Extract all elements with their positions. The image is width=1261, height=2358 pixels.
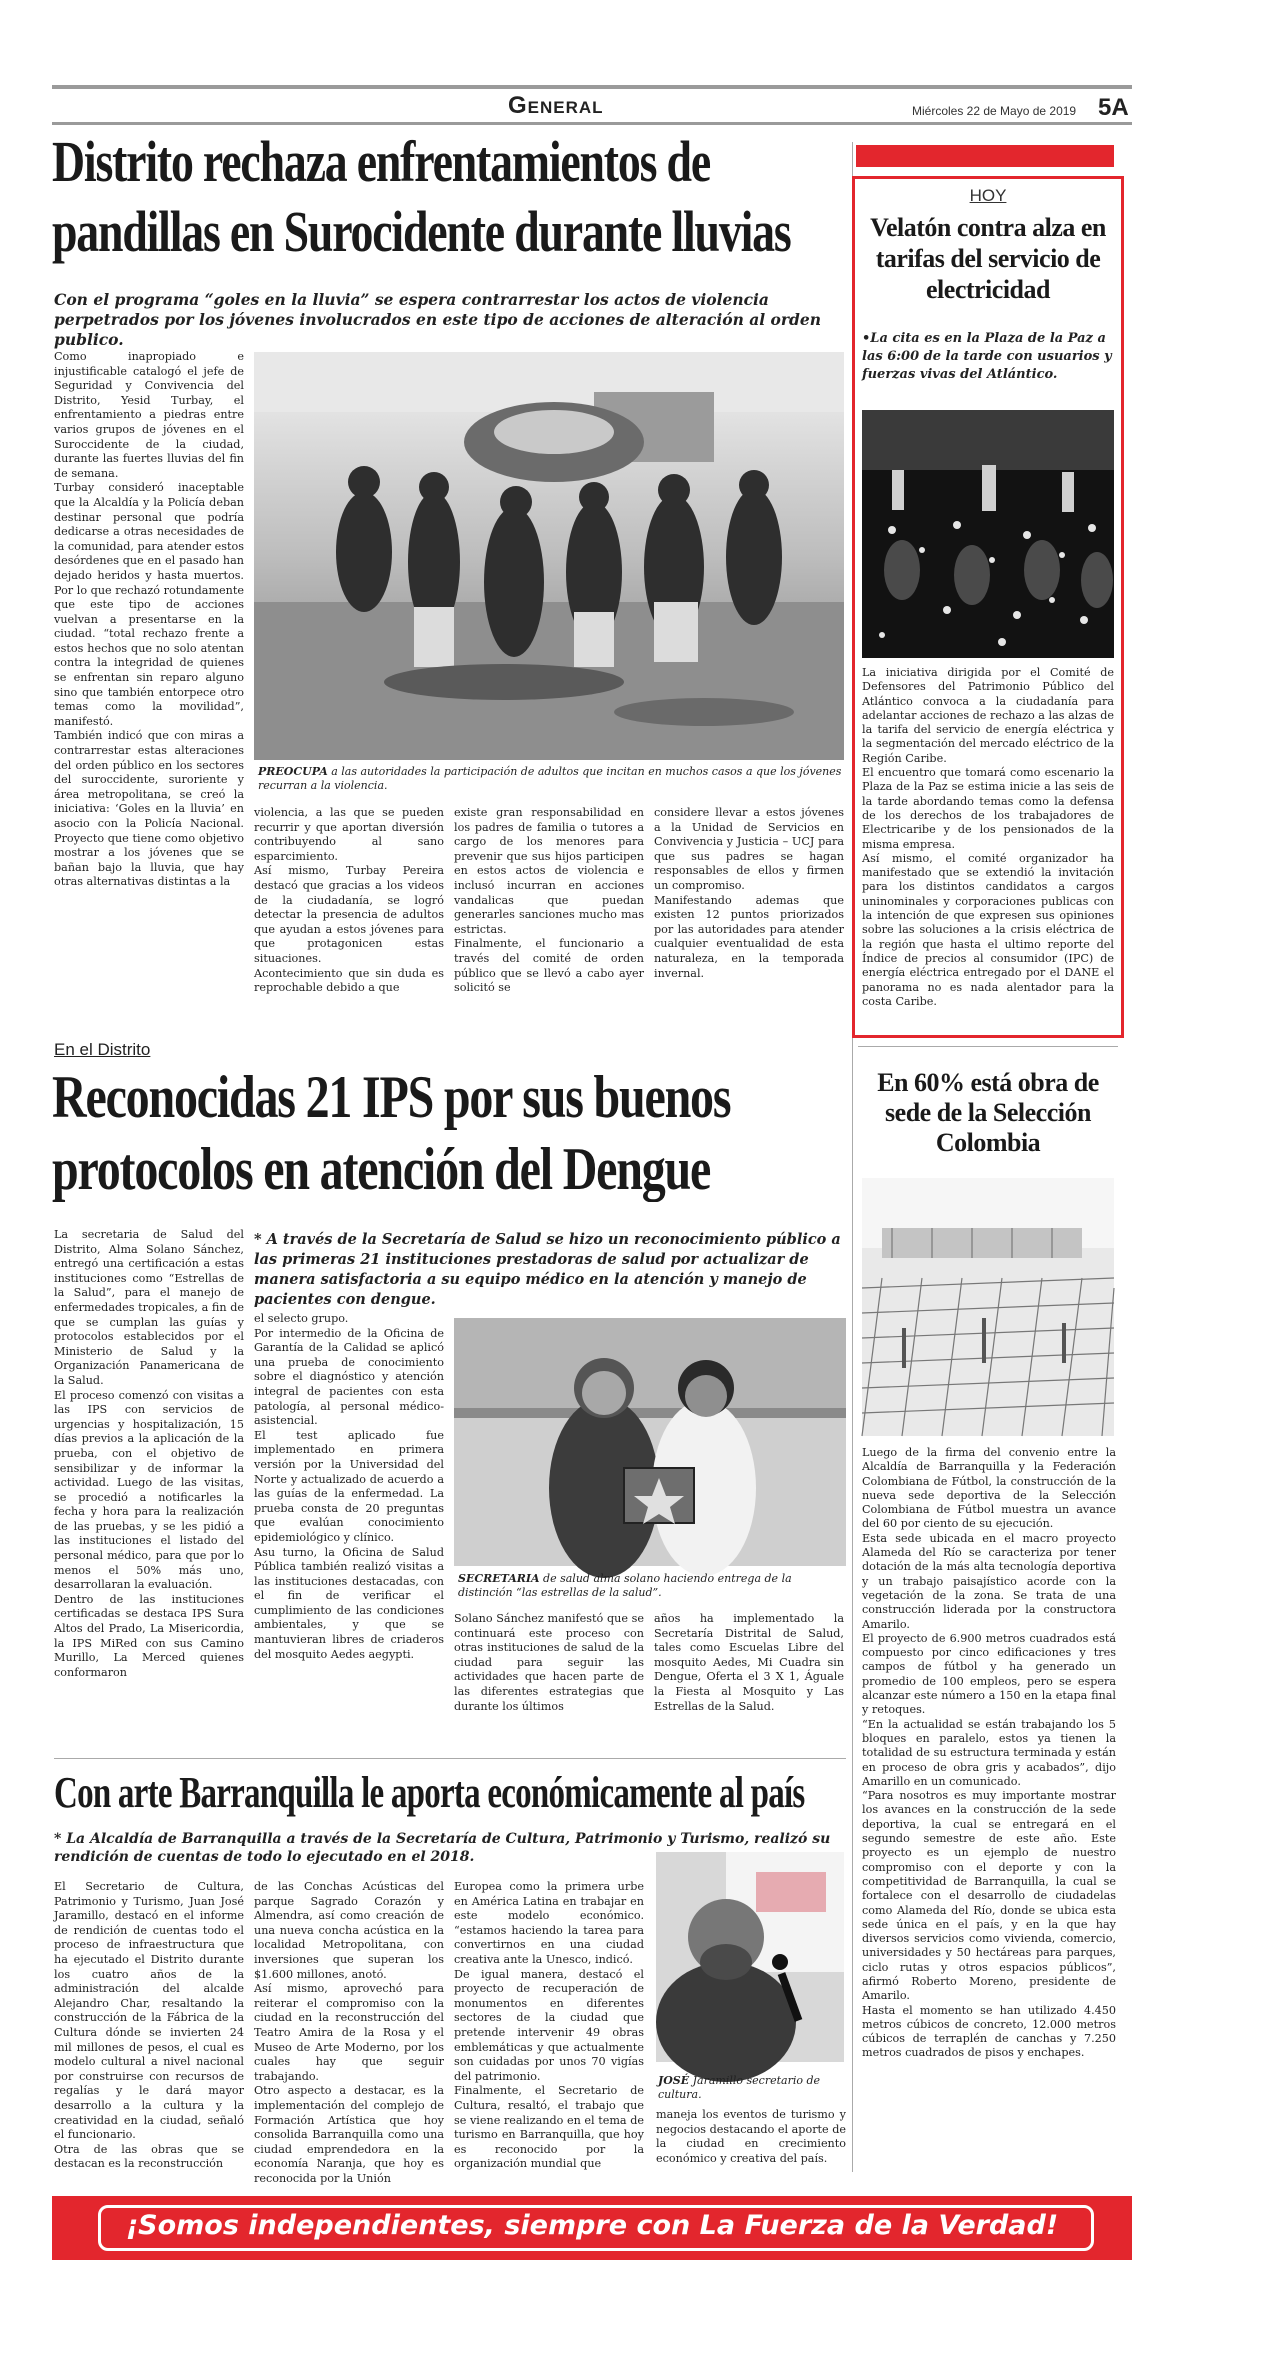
article2-kicker: En el Distrito bbox=[54, 1040, 151, 1059]
article3-col4: maneja los eventos de turismo y negocios destacando el aporte de la ciudad en crecimiento económico y creativa del país. bbox=[656, 2108, 847, 2165]
article3-headline: Con arte Barranquilla le aporta económicamente al país bbox=[54, 1768, 805, 1817]
sidebar2-headline: En 60% está obra de sede de la Selección Colombia bbox=[877, 1068, 1099, 1157]
article1-headline-line1: Distrito rechaza enfrentamientos de bbox=[52, 129, 710, 194]
sidebar2-top-rule bbox=[858, 1046, 1118, 1047]
article1-caption-lead: PREOCUPA bbox=[258, 765, 328, 778]
sidebar1-photo bbox=[862, 410, 1114, 658]
article1-deck: Con el programa “goles en la lluvia” se espera contrarrestar los actos de violencia perpetrados por los jóvenes involucrados en este tipo de acciones de alteración al orden publico. bbox=[54, 290, 822, 349]
article1-headline-line2: pandillas en Surocidente durante lluvias bbox=[52, 199, 791, 264]
footer-banner bbox=[52, 2196, 1132, 2260]
article2-photo bbox=[454, 1318, 846, 1566]
article2-col2: el selecto grupo. Por intermedio de la Oficina de Garantía de la Calidad se aplicó una prueba de conocimiento sobre el diagnóstico y atención integral de pacientes con esta patología, al personal médico-asistencial. El test aplicado fue implementado en primera versión por la Universidad del Norte y actualizado de acuerdo a las guías de la enfermedad. La prueba consta de 20 preguntas que evalúan conocimiento epidemiológico y clínico. Asu turno, la Oficina de Salud Pública también realizó visitas a las instituciones destacadas, con el fin de verificar el cumplimiento de las condiciones ambientales, y que se mantuvieran libres de criaderos del mosquito Aedes aegypti. bbox=[254, 1312, 444, 1661]
article2-caption-text: de salud alma solano haciendo entrega de la distinción “las estrellas de la salud”. bbox=[458, 1572, 792, 1599]
candlelight-vigil-photo bbox=[862, 410, 1114, 658]
article2-caption-lead: SECRETARIA bbox=[458, 1572, 540, 1585]
article1-photo bbox=[254, 352, 844, 760]
page-number: 5A bbox=[1098, 94, 1129, 121]
sidebar1-headline: Velatón contra alza en tarifas del servicio de electricidad bbox=[870, 213, 1106, 304]
article1-caption-text: a las autoridades la participación de adultos que incitan en muchos casos a que los jóvenes recurran a la violencia. bbox=[258, 765, 842, 792]
sidebar2-photo bbox=[862, 1178, 1114, 1436]
article3-caption-lead: JOSÉ bbox=[658, 2074, 690, 2087]
article2-col3: Solano Sánchez manifestó que se continuará este proceso con otras instituciones de salud de la ciudad para seguir las actividades que hacen parte de las diferentes estrategias que durante los últimos bbox=[454, 1612, 644, 1713]
sidebar1-kicker: HOY bbox=[969, 186, 1007, 205]
sidebar2-body: Luego de la firma del convenio entre la Alcaldía de Barranquilla y la Federación Colombiana de Fútbol, la construcción de la nueva sede deportiva de la Selección Colombiana de Fútbol muestra un avance del 60 por ciento de su ejecución. Esta sede ubicada en el macro proyecto Alameda del Río se caracteriza por tener dotación de la más alta tecnología deportiva y un trabajo paisajístico acorde con la vegetación de la zona. Se trata de una construcción liderada por la constructora Amarilo. El proyecto de 6.900 metros cuadrados está compuesto por cinco edificaciones y tres campos de fútbol y ha generado un promedio de 100 empleos, pero se espera alcanzar este número a 150 en la etapa final y retoques. “En la actualidad se están trabajando los 5 bloques en paralelo, estos ya tienen la totalidad de su estructura terminada y están en proceso de obra gris y acabados”, dijo Amarillo en un comunicado. “Para nosotros es muy importante mostrar los avances en la construcción de la sede deportiva, la cual se entregará en el segundo semestre de este año. Este proyecto es un ejemplo de nuestro compromiso con el deporte y con la competitividad de Barranquilla, la cual se fortalece con el desarrollo de ciudadelas como Alameda del Río, donde se ubica esta sede única en el país, y en la que hay diversos servicios como vivienda, comercio, universidades y 50 hectáreas para parques, ciclo rutas y otros espacios públicos”, afirmó Roberto Moreno, presidente de Amarilo. Hasta el momento se han utilizado 4.450 metros cúbicos de concreto, 12.000 metros cúbicos de terraplén de canchas y 7.250 metros cuadrados de pisos y enchapes. bbox=[862, 1446, 1116, 2060]
footer-slogan: ¡Somos independientes, siempre con La Fuerza de la Verdad! bbox=[125, 2210, 1059, 2241]
article3-col1: El Secretario de Cultura, Patrimonio y Turismo, Juan José Jaramillo, destacó en el informe de rendición de cuentas todo el proceso de infraestructura que ha ejecutado el Distrito durante los cuatro años de la administración del alcalde Alejandro Char, resaltando la construcción de la Fábrica de la Cultura dónde se invierten 24 mil millones de pesos, el cual es modelo cultural a nivel nacional por construirse con recursos de regalías y le dará mayor desarrollo a la cultura y la creatividad en la ciudad, señaló el funcionario. Otra de las obras que se destacan es la reconstrucción bbox=[54, 1880, 244, 2171]
header-bottom-rule bbox=[52, 122, 1132, 125]
article1-col2: violencia, a las que se pueden recurrir y que aportan diversión contribuyendo al sano esparcimiento. Así mismo, Turbay Pereira destacó que gracias a los videos de la ciudadanía, se logró detectar la presencia de adultos que ayudan a estos jóvenes para que protagonicen estas situaciones. Acontecimiento que sin duda es reprochable debido a que bbox=[254, 806, 444, 995]
article3-col2: de las Conchas Acústicas del parque Sagrado Corazón y Almendra, así como creación de una nueva concha acústica en la localidad Metropolitana, con inversiones que superan los $1.600 millones, anotó. Así mismo, aprovechó para reiterar el compromiso con la ciudad en la reconstrucción del Teatro Amira de la Rosa y el Museo de Arte Moderno, por los cuales hay que seguir trabajando. Otro aspecto a destacar, es la implementación del complejo de Formación Artística que hoy consolida Barranquilla como una ciudad emprendedora en la economía Naranja, que hoy es reconocida por la Unión bbox=[254, 1880, 444, 2185]
header-top-rule bbox=[52, 85, 1132, 89]
article3-photo bbox=[656, 1852, 844, 2062]
article2-caption bbox=[458, 1572, 846, 1599]
construction-site-photo bbox=[862, 1178, 1114, 1436]
article1-caption bbox=[258, 765, 842, 792]
article3-caption bbox=[658, 2074, 844, 2101]
article3-deck: * La Alcaldía de Barranquilla a través de la Secretaría de Cultura, Patrimonio y Turismo, realizó su rendición de cuentas de todo lo ejecutado en el 2018. bbox=[54, 1831, 831, 1865]
sidebar1-deck: •La cita es en la Plaza de la Paz a las 6:00 de la tarde con usuarios y fuerzas vivas del Atlántico. bbox=[862, 331, 1112, 382]
article3-col3: Europea como la primera urbe en América Latina en trabajar en este modelo económico. “estamos haciendo la tarea para convertirnos en una ciudad creativa ante la Unesco, indicó. De igual manera, destacó el proyecto de recuperación de monumentos en diferentes sectores de la ciudad que pretende intervenir 49 obras emblemáticas y que actualmente son cuidadas por unos 70 vigías del patrimonio. Finalmente, el Secretario de Cultura, resaltó, el trabajo que se viene realizando en el tema de turismo en Barranquilla, que hoy es reconocido por la organización mundial que bbox=[454, 1880, 644, 2171]
award-ceremony-photo bbox=[454, 1318, 846, 1566]
article2-deck: * A través de la Secretaría de Salud se hizo un reconocimiento público a las primeras 21 instituciones prestadoras de salud por actualizar de manera satisfactoria a su equipo médico en la atención y manejo de pacientes con dengue. bbox=[254, 1231, 841, 1308]
section-title: General bbox=[508, 92, 604, 119]
sidebar1-red-bar bbox=[856, 145, 1114, 167]
article2-headline-line1: Reconocidas 21 IPS por sus buenos bbox=[52, 1064, 731, 1130]
issue-date: Miércoles 22 de Mayo de 2019 bbox=[912, 104, 1077, 118]
article2-col4: años ha implementado la Secretaría Distrital de Salud, tales como Escuelas Libre del mosquito Aedes, Mi Cuadra sin Dengue, Oferta el 3 X 1, Águale la Fiesta al Mosquito y Las Estrellas de la Salud. bbox=[654, 1612, 844, 1713]
article3-top-rule bbox=[54, 1758, 846, 1759]
article2-headline-line2: protocolos en atención del Dengue bbox=[52, 1136, 711, 1202]
article1-col3: existe gran responsabilidad en los padres de familia o tutores a cargo de los menores para prevenir que sus hijos participen en estos actos de violencia e inclusó incurran en acciones vandalicas que puedan generarles sanciones mucho mas estrictas. Finalmente, el funcionario a través del comité de orden público que se llevó a cabo ayer solicitó se bbox=[454, 806, 644, 995]
speaker-portrait-photo bbox=[656, 1852, 844, 2062]
article1-col1: Como inapropiado e injustificable catalogó el jefe de Seguridad y Convivencia del Distrito, Yesid Turbay, el enfrentamiento a piedras entre varios grupos de jóvenes en el Suroccidente de la ciudad, durante las fuertes lluvias del fin de semana. Turbay consideró inaceptable que la Alcaldía y la Policía deban destinar personal que podría dedicarse a otras necesidades de la comunidad, para atender estos desórdenes que en el pasado han dejado heridos y hasta muertos. Por lo que rechazó rotundamente que este tipo de acciones vuelvan a presentarse en la ciudad. “total rechazo frente a estos hechos que no solo atentan contra la integridad de quienes se enfrentan sin reparo alguno sino que también entorpece otro temas como la movilidad”, manifestó. También indicó que con miras a contrarrestar estas alteraciones del orden público en los sectores del suroccidente, suroriente y área metropolitana, se creó la iniciativa: ‘Goles en la lluvia’ en asocio con la Policía Nacional. Proyecto que tiene como objetivo mostrar a los jóvenes que se bañan bajo la lluvia, que hay otras alternativas distintas a la bbox=[54, 350, 244, 889]
article3-caption-text: Jaramillo secretario de cultura. bbox=[658, 2074, 821, 2101]
rain-street-fight-photo bbox=[254, 352, 844, 760]
article2-col1: La secretaria de Salud del Distrito, Alma Solano Sánchez, entregó una certificación a estas instituciones como “Estrellas de la Salud”, para el manejo de enfermedades tropicales, a fin de que se cumplan las guías y protocolos establecidos por el Ministerio de Salud y la Organización Panamericana de la Salud. El proceso comenzó con visitas a las IPS con servicios de urgencias y hospitalización, 15 días previos a la aplicación de la prueba, con el objetivo de sensibilizar y de informar la actividad. Luego de las visitas, se procedió a notificarles la fecha y hora para la realización de las pruebas, y se les pidió a las instituciones el listado del personal médico, para que por lo menos el 50% más uno, desarrollaran la evaluación. Dentro de las instituciones certificadas se destaca IPS Sura Altos del Prado, La Misericordia, la IPS MiRed con sus Camino Murillo, La Merced quienes conformaron bbox=[54, 1228, 244, 1679]
article1-col4: considere llevar a estos jóvenes a la Unidad de Servicios en Convivencia y Justicia – UCJ para que sus padres se hagan responsables de ellos y firmen un compromiso. Manifestando ademas que existen 12 puntos priorizados por las autoridades para atender cualquier eventualidad de esta naturaleza, en la temporada invernal. bbox=[654, 806, 844, 980]
sidebar1-body: La iniciativa dirigida por el Comité de Defensores del Patrimonio Público del Atlántico convoca a la ciudadanía para adelantar acciones de rechazo a las alzas de la tarifa del servicio de energía eléctrica y la segmentación del mercado eléctrico de la Región Caribe. El encuentro que tomará como escenario la Plaza de la Paz se estima inicie a las seis de la tarde abordando temas como la defensa de los derechos de los trabajadores de Electricaribe y de los pensionados de la misma empresa. Así mismo, el comité organizador ha manifestado que se extendió la invitación para los distintos candidatos a cargos uninominales y corporaciones publicas con la intención de que expresen sus opiniones sobre las soluciones a la crisis eléctrica de la región que hasta el ultimo reporte del Índice de precios al consumidor (IPC) de energía eléctrica entregado por el DANE el panorama no es nada alentador para la costa Caribe. bbox=[862, 666, 1114, 1008]
